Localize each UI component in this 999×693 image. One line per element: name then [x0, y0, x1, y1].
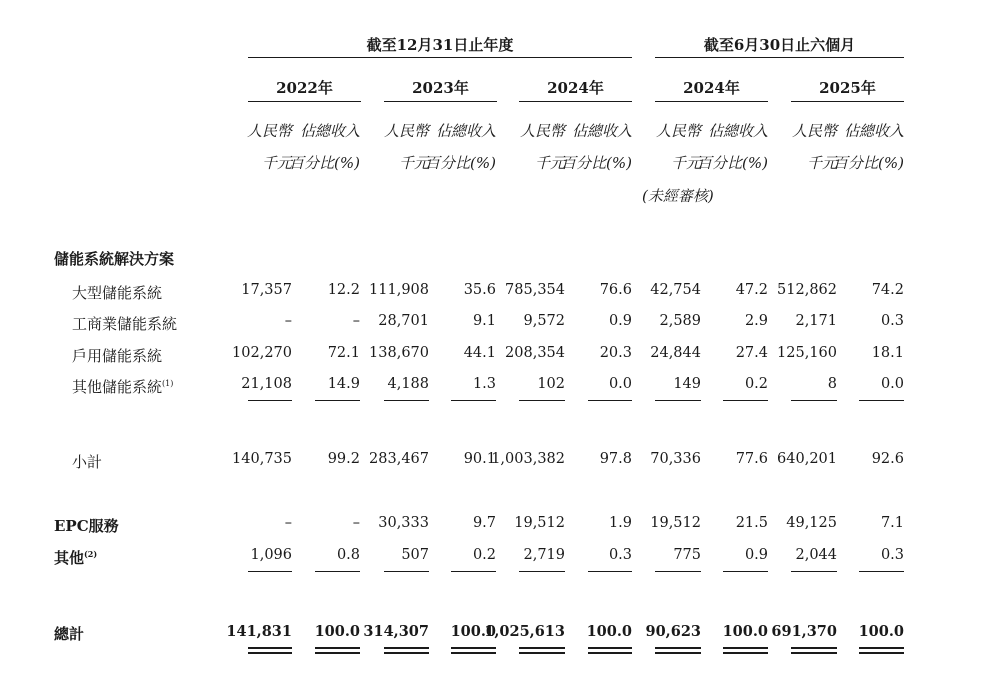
cell-epc-6: 19,512 — [650, 515, 701, 531]
col-header-pct-2: 百分比(%) — [561, 154, 632, 172]
double-underline-total-9-1 — [859, 652, 904, 654]
cell-total-9: 100.0 — [858, 623, 904, 640]
double-underline-total-0-1 — [248, 652, 292, 654]
cell-ci-1: – — [352, 313, 360, 329]
cell-subtotal-7: 77.6 — [735, 451, 768, 467]
underline-others-2 — [384, 571, 429, 572]
underline-others-1 — [315, 571, 360, 572]
cell-household-1: 72.1 — [327, 345, 360, 361]
cell-subtotal-4: 1,003,382 — [491, 451, 565, 467]
cell-total-8: 691,370 — [771, 623, 837, 640]
cell-household-9: 18.1 — [871, 345, 904, 361]
year-rule-2024 — [519, 101, 632, 102]
cell-household-5: 20.3 — [599, 345, 632, 361]
col-header-rmb-0: 千元 — [261, 154, 292, 172]
underline-others-6 — [655, 571, 701, 572]
cell-total-3: 100.0 — [450, 623, 496, 640]
cell-household-8: 125,160 — [777, 345, 837, 361]
underline-other-storage-1 — [315, 400, 360, 401]
cell-subtotal-6: 70,336 — [650, 451, 701, 467]
cell-large-4: 785,354 — [505, 282, 565, 298]
section-storage-solutions: 儲能系統解決方案 — [54, 250, 175, 268]
cell-total-6: 90,623 — [645, 623, 701, 640]
cell-household-2: 138,670 — [369, 345, 429, 361]
col-header-rmb-0: 人民幣 — [246, 122, 292, 140]
double-underline-total-3-1 — [451, 652, 496, 654]
col-header-pct-0: 佔總收入 — [299, 122, 360, 140]
cell-other-storage-6: 149 — [673, 376, 701, 392]
cell-others-7: 0.9 — [744, 547, 768, 563]
unaudited-note: (未經審核) — [642, 187, 714, 205]
double-underline-total-2-0 — [384, 647, 429, 649]
cell-epc-1: – — [352, 515, 360, 531]
cell-total-0: 141,831 — [226, 623, 292, 640]
cell-ci-8: 2,171 — [795, 313, 837, 329]
col-header-rmb-3: 千元 — [670, 154, 701, 172]
group-header-year-end: 截至12月31日止年度 — [366, 36, 514, 54]
cell-household-7: 27.4 — [735, 345, 768, 361]
cell-large-0: 17,357 — [241, 282, 292, 298]
cell-epc-2: 30,333 — [378, 515, 429, 531]
label-other-storage-text: 其他儲能系統 — [72, 378, 163, 396]
group-header-six-months-rule — [655, 57, 904, 58]
year-header-2025-h1: 2025年 — [819, 79, 876, 97]
cell-ci-3: 9.1 — [472, 313, 496, 329]
underline-other-storage-0 — [248, 400, 292, 401]
double-underline-total-0-0 — [248, 647, 292, 649]
col-header-rmb-4: 人民幣 — [791, 122, 837, 140]
group-header-six-months: 截至6月30日止六個月 — [703, 36, 856, 54]
col-header-pct-3: 百分比(%) — [697, 154, 768, 172]
cell-large-3: 35.6 — [463, 282, 496, 298]
cell-large-7: 47.2 — [735, 282, 768, 298]
year-rule-2024-h1 — [655, 101, 768, 102]
col-header-rmb-3: 人民幣 — [655, 122, 701, 140]
label-total: 總計 — [54, 625, 85, 643]
col-header-pct-1: 佔總收入 — [435, 122, 496, 140]
cell-subtotal-5: 97.8 — [599, 451, 632, 467]
col-header-rmb-2: 千元 — [534, 154, 565, 172]
double-underline-total-8-1 — [791, 652, 837, 654]
double-underline-total-3-0 — [451, 647, 496, 649]
cell-subtotal-9: 92.6 — [871, 451, 904, 467]
footnote-2: (2) — [84, 549, 98, 559]
cell-large-1: 12.2 — [327, 282, 360, 298]
double-underline-total-7-0 — [723, 647, 768, 649]
double-underline-total-5-0 — [588, 647, 632, 649]
label-other-storage — [72, 376, 173, 397]
cell-others-5: 0.3 — [608, 547, 632, 563]
cell-large-5: 76.6 — [599, 282, 632, 298]
double-underline-total-5-1 — [588, 652, 632, 654]
footnote-1: (1) — [162, 379, 174, 388]
cell-epc-5: 1.9 — [608, 515, 632, 531]
underline-others-4 — [519, 571, 565, 572]
label-subtotal: 小計 — [72, 453, 103, 471]
label-household-storage: 戶用儲能系統 — [72, 347, 163, 365]
cell-others-6: 775 — [673, 547, 701, 563]
label-others-text: 其他 — [54, 549, 85, 567]
cell-epc-0: – — [284, 515, 292, 531]
underline-other-storage-9 — [859, 400, 904, 401]
cell-other-storage-0: 21,108 — [241, 376, 292, 392]
cell-epc-4: 19,512 — [514, 515, 565, 531]
cell-epc-8: 49,125 — [786, 515, 837, 531]
underline-other-storage-4 — [519, 400, 565, 401]
double-underline-total-4-1 — [519, 652, 565, 654]
cell-subtotal-2: 283,467 — [369, 451, 429, 467]
cell-household-6: 24,844 — [650, 345, 701, 361]
group-header-year-end-rule — [248, 57, 632, 58]
col-header-rmb-1: 千元 — [398, 154, 429, 172]
col-header-pct-4: 佔總收入 — [843, 122, 904, 140]
cell-subtotal-1: 99.2 — [327, 451, 360, 467]
cell-household-4: 208,354 — [505, 345, 565, 361]
col-header-rmb-2: 人民幣 — [519, 122, 565, 140]
year-header-2024: 2024年 — [547, 79, 604, 97]
cell-other-storage-8: 8 — [827, 376, 837, 392]
underline-other-storage-3 — [451, 400, 496, 401]
underline-other-storage-5 — [588, 400, 632, 401]
col-header-pct-2: 佔總收入 — [571, 122, 632, 140]
col-header-pct-4: 百分比(%) — [833, 154, 904, 172]
cell-subtotal-0: 140,735 — [232, 451, 292, 467]
underline-others-5 — [588, 571, 632, 572]
cell-other-storage-2: 4,188 — [387, 376, 429, 392]
cell-epc-7: 21.5 — [735, 515, 768, 531]
cell-ci-4: 9,572 — [523, 313, 565, 329]
cell-large-8: 512,862 — [777, 282, 837, 298]
cell-other-storage-1: 14.9 — [327, 376, 360, 392]
col-header-pct-1: 百分比(%) — [425, 154, 496, 172]
double-underline-total-9-0 — [859, 647, 904, 649]
underline-other-storage-2 — [384, 400, 429, 401]
double-underline-total-1-1 — [315, 652, 360, 654]
cell-other-storage-7: 0.2 — [744, 376, 768, 392]
label-ci-storage: 工商業儲能系統 — [72, 315, 178, 333]
year-header-2024-h1: 2024年 — [683, 79, 740, 97]
cell-epc-3: 9.7 — [472, 515, 496, 531]
year-rule-2025-h1 — [791, 101, 904, 102]
year-header-2022: 2022年 — [276, 79, 333, 97]
cell-subtotal-8: 640,201 — [777, 451, 837, 467]
double-underline-total-7-1 — [723, 652, 768, 654]
cell-large-6: 42,754 — [650, 282, 701, 298]
cell-others-8: 2,044 — [795, 547, 837, 563]
underline-other-storage-8 — [791, 400, 837, 401]
underline-other-storage-7 — [723, 400, 768, 401]
year-rule-2023 — [384, 101, 497, 102]
double-underline-total-1-0 — [315, 647, 360, 649]
cell-other-storage-9: 0.0 — [880, 376, 904, 392]
cell-others-0: 1,096 — [250, 547, 292, 563]
col-header-pct-0: 百分比(%) — [289, 154, 360, 172]
cell-others-9: 0.3 — [880, 547, 904, 563]
cell-large-9: 74.2 — [871, 282, 904, 298]
underline-other-storage-6 — [655, 400, 701, 401]
cell-total-2: 314,307 — [363, 623, 429, 640]
underline-others-9 — [859, 571, 904, 572]
cell-others-3: 0.2 — [472, 547, 496, 563]
col-header-rmb-4: 千元 — [806, 154, 837, 172]
double-underline-total-8-0 — [791, 647, 837, 649]
cell-other-storage-3: 1.3 — [472, 376, 496, 392]
underline-others-3 — [451, 571, 496, 572]
double-underline-total-4-0 — [519, 647, 565, 649]
underline-others-0 — [248, 571, 292, 572]
col-header-pct-3: 佔總收入 — [707, 122, 768, 140]
col-header-rmb-1: 人民幣 — [383, 122, 429, 140]
cell-others-1: 0.8 — [336, 547, 360, 563]
label-epc-services: EPC服務 — [54, 517, 119, 535]
cell-others-4: 2,719 — [523, 547, 565, 563]
label-large-storage: 大型儲能系統 — [72, 284, 163, 302]
cell-total-7: 100.0 — [722, 623, 768, 640]
cell-total-1: 100.0 — [314, 623, 360, 640]
cell-other-storage-5: 0.0 — [608, 376, 632, 392]
label-others — [54, 547, 97, 568]
underline-others-7 — [723, 571, 768, 572]
cell-ci-0: – — [284, 313, 292, 329]
double-underline-total-6-0 — [655, 647, 701, 649]
cell-other-storage-4: 102 — [537, 376, 565, 392]
cell-subtotal-3: 90.1 — [463, 451, 496, 467]
cell-ci-9: 0.3 — [880, 313, 904, 329]
cell-others-2: 507 — [401, 547, 429, 563]
cell-ci-6: 2,589 — [659, 313, 701, 329]
double-underline-total-2-1 — [384, 652, 429, 654]
cell-epc-9: 7.1 — [880, 515, 904, 531]
underline-others-8 — [791, 571, 837, 572]
year-rule-2022 — [248, 101, 361, 102]
cell-total-4: 1,025,613 — [484, 623, 565, 640]
cell-ci-2: 28,701 — [378, 313, 429, 329]
cell-total-5: 100.0 — [586, 623, 632, 640]
cell-ci-5: 0.9 — [608, 313, 632, 329]
cell-large-2: 111,908 — [369, 282, 429, 298]
cell-household-0: 102,270 — [232, 345, 292, 361]
double-underline-total-6-1 — [655, 652, 701, 654]
cell-ci-7: 2.9 — [744, 313, 768, 329]
year-header-2023: 2023年 — [412, 79, 469, 97]
cell-household-3: 44.1 — [463, 345, 496, 361]
